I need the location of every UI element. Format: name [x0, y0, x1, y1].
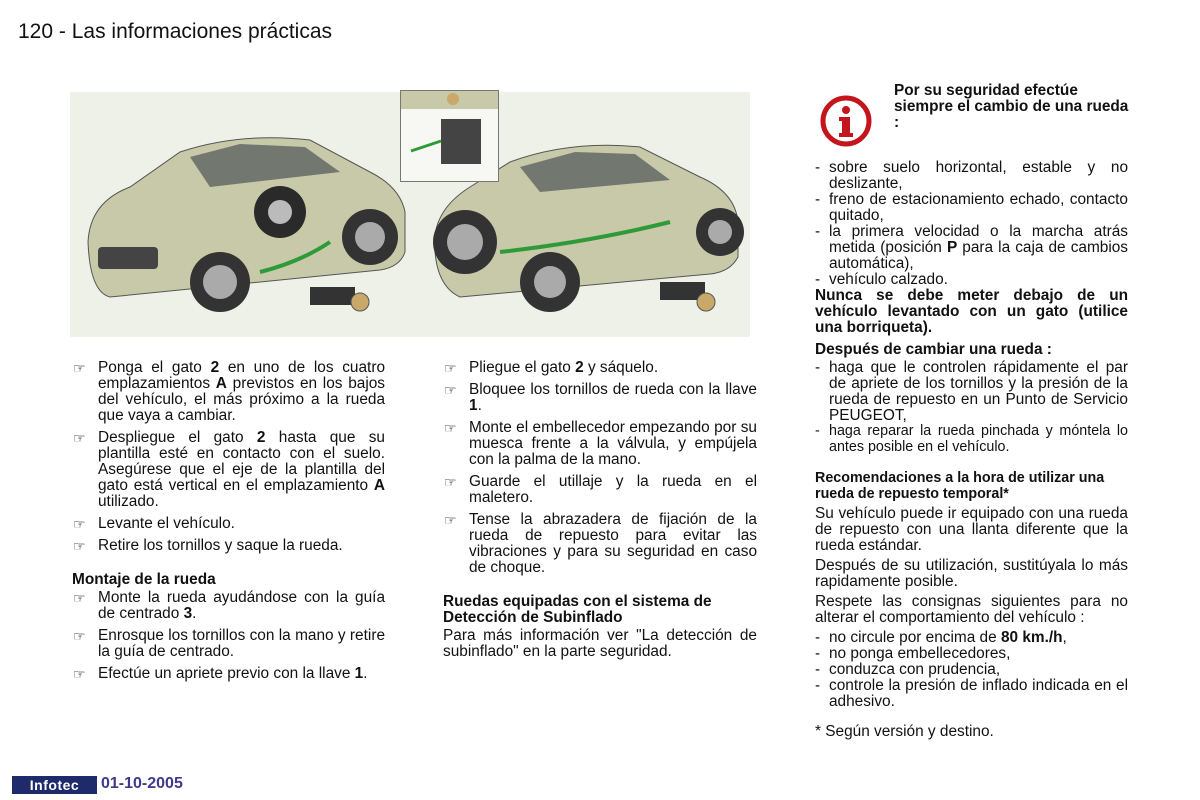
list-item	[72, 628, 385, 660]
column-1	[72, 360, 385, 688]
list-item	[72, 538, 385, 554]
pointing-hand-icon: ☞	[73, 666, 86, 682]
text-run: previstos en los bajos del vehículo, el más próximo a la rueda que vaya a cambiar.	[98, 375, 385, 424]
text-run: Pliegue el gato	[469, 359, 576, 376]
text-run: en uno de los cuatro emplazamientos	[98, 359, 386, 392]
pointing-hand-icon: ☞	[73, 590, 86, 606]
list-item	[815, 272, 1128, 288]
paragraph: Su vehículo puede ir equipado con una rueda de repuesto con una llanta diferente que la rueda estándar.	[815, 505, 1128, 554]
after-change-list-small	[815, 424, 1128, 455]
underinflation-paragraph: Para más información ver "La detección de subinflado" en la parte seguridad.	[443, 627, 757, 660]
col1-mounting-steps	[72, 590, 385, 682]
text-run: conduzca con prudencia,	[829, 661, 1001, 678]
text-run: Ponga el gato	[98, 359, 211, 376]
text-run: y sáquelo.	[583, 359, 659, 376]
list-item	[72, 516, 385, 532]
dash-marker: -	[815, 645, 821, 662]
dash-marker: -	[815, 677, 821, 694]
text-run: para la caja de cambios automática),	[829, 239, 1129, 272]
pointing-hand-icon: ☞	[73, 360, 86, 376]
page-header: 120 - Las informaciones prácticas	[18, 20, 333, 43]
paragraph: Respete las consignas siguientes para no alterar el comportamiento del vehículo :	[815, 593, 1128, 626]
driving-recommendations-list	[815, 630, 1128, 710]
footnote: * Según versión y destino.	[815, 723, 994, 740]
list-item	[443, 382, 757, 414]
list-item	[443, 360, 757, 376]
dash-marker: -	[815, 359, 821, 376]
list-item	[815, 662, 1128, 678]
bold-run: 2	[575, 359, 584, 376]
list-item	[815, 360, 1128, 424]
safety-warning-title: Por su seguridad efectúe siempre el cambio de una rueda :	[894, 82, 1129, 131]
text-run: la primera velocidad o la marcha atrás metida (posición	[829, 223, 1128, 256]
text-run: Efectúe un apriete previo con la llave	[98, 665, 355, 682]
text-run: .	[477, 397, 482, 414]
text-run: Retire los tornillos y saque la rueda.	[98, 537, 343, 554]
dash-marker: -	[815, 271, 821, 288]
section-heading-wheel-mounting: Montaje de la rueda	[72, 571, 216, 588]
list-item	[815, 192, 1128, 224]
dash-marker: -	[815, 223, 821, 240]
pointing-hand-icon: ☞	[73, 516, 86, 532]
text-run: Bloquee los tornillos de rueda con la llave	[469, 381, 757, 398]
col2-steps	[443, 360, 757, 576]
text-run: Tense la abrazadera de fijación de la rueda de repuesto para evitar las vibraciones y para su seguridad en caso de choque.	[469, 511, 757, 576]
paragraph: Después de su utilización, sustitúyala lo más rapidamente posible.	[815, 557, 1128, 590]
pointing-hand-icon: ☞	[444, 474, 457, 490]
never-under-vehicle-warning: Nunca se debe meter debajo de un vehículo levantado con un gato (utilice una borriqueta).	[815, 287, 1128, 336]
list-item	[72, 360, 385, 424]
temporary-spare-heading: Recomendaciones a la hora de utilizar una rueda de repuesto temporal*	[815, 470, 1105, 502]
list-item	[815, 160, 1128, 192]
pointing-hand-icon: ☞	[444, 512, 457, 528]
text-run: no ponga embellecedores,	[829, 645, 1011, 662]
jack-detail-svg	[401, 91, 498, 181]
text-run: haga reparar la rueda pinchada y móntela lo antes posible en el vehículo.	[829, 423, 1128, 455]
pointing-hand-icon: ☞	[444, 420, 457, 436]
text-run: freno de estacionamiento echado, contacto quitado,	[829, 191, 1128, 224]
pointing-hand-icon: ☞	[73, 628, 86, 644]
bold-run: 2	[210, 359, 220, 376]
pointing-hand-icon: ☞	[444, 382, 457, 398]
text-run: Guarde el utillaje y la rueda en el maletero.	[469, 473, 757, 506]
list-item	[443, 474, 757, 506]
section-heading-underinflation: Ruedas equipadas con el sistema de Detección de Subinflado	[443, 593, 712, 626]
pointing-hand-icon: ☞	[444, 360, 457, 376]
info-warning-icon	[820, 95, 872, 147]
list-item	[72, 666, 385, 682]
dash-marker: -	[815, 159, 821, 176]
list-item	[815, 646, 1128, 662]
infotec-logo: Infotec	[12, 776, 97, 794]
text-run: haga que le controlen rápidamente el par de apriete de los tornillos y la presión de la rueda de repuesto en un Punto de Servicio PEUGEOT,	[829, 359, 1128, 424]
dash-marker: -	[815, 629, 821, 646]
page-number: 120	[18, 20, 54, 43]
column-3	[815, 160, 1128, 740]
dash-marker: -	[815, 661, 821, 678]
page-title: Las informaciones prácticas	[71, 20, 333, 43]
bold-run: 1	[469, 397, 478, 414]
safety-conditions-list	[815, 160, 1128, 288]
list-item	[72, 590, 385, 622]
jack-detail-inset	[400, 90, 499, 182]
temporary-spare-paragraphs	[815, 506, 1128, 626]
text-run: Levante el vehículo.	[98, 515, 235, 532]
bold-run: A	[215, 375, 227, 392]
dash-marker: -	[815, 423, 820, 439]
text-run: .	[363, 665, 368, 682]
list-item	[72, 430, 385, 510]
list-item	[815, 678, 1128, 710]
column-2	[443, 360, 757, 664]
text-run: no circule por encima de	[829, 629, 1001, 646]
col1-steps	[72, 360, 385, 554]
bold-run: 1	[354, 665, 364, 682]
pointing-hand-icon: ☞	[73, 538, 86, 554]
text-run: .	[192, 605, 197, 622]
list-item	[815, 224, 1128, 272]
bold-run: P	[946, 239, 958, 256]
text-run: Monte la rueda ayudándose con la guía de centrado	[98, 589, 385, 622]
bold-run: 80 km./h	[1000, 629, 1063, 646]
list-item	[443, 512, 757, 576]
pointing-hand-icon: ☞	[73, 430, 86, 446]
text-run: hasta que su plantilla esté en contacto con el suelo. Asegúrese que el eje de la plantilla del gato está vertical en el emplazamiento	[98, 429, 385, 494]
after-change-list	[815, 360, 1128, 424]
text-run: sobre suelo horizontal, estable y no deslizante,	[829, 159, 1128, 192]
text-run: Enrosque los tornillos con la mano y retire la guía de centrado.	[98, 627, 385, 660]
text-run: utilizado.	[98, 493, 159, 510]
print-date: 01-10-2005	[101, 775, 183, 792]
text-run: Despliegue el gato	[98, 429, 257, 446]
dash-marker: -	[815, 191, 821, 208]
list-item	[443, 420, 757, 468]
bold-run: A	[373, 477, 385, 494]
list-item	[815, 424, 1128, 455]
bold-run: 3	[183, 605, 193, 622]
text-run: ,	[1062, 629, 1067, 646]
left-car	[88, 138, 405, 312]
text-run: Monte el embellecedor empezando por su muesca frente a la válvula, y empújela con la palma de la mano.	[469, 419, 757, 468]
text-run: controle la presión de inflado indicada en el adhesivo.	[829, 677, 1128, 710]
text-run: vehículo calzado.	[829, 271, 948, 288]
list-item	[815, 630, 1128, 646]
bold-run: 2	[256, 429, 266, 446]
after-change-heading: Después de cambiar una rueda :	[815, 341, 1052, 358]
